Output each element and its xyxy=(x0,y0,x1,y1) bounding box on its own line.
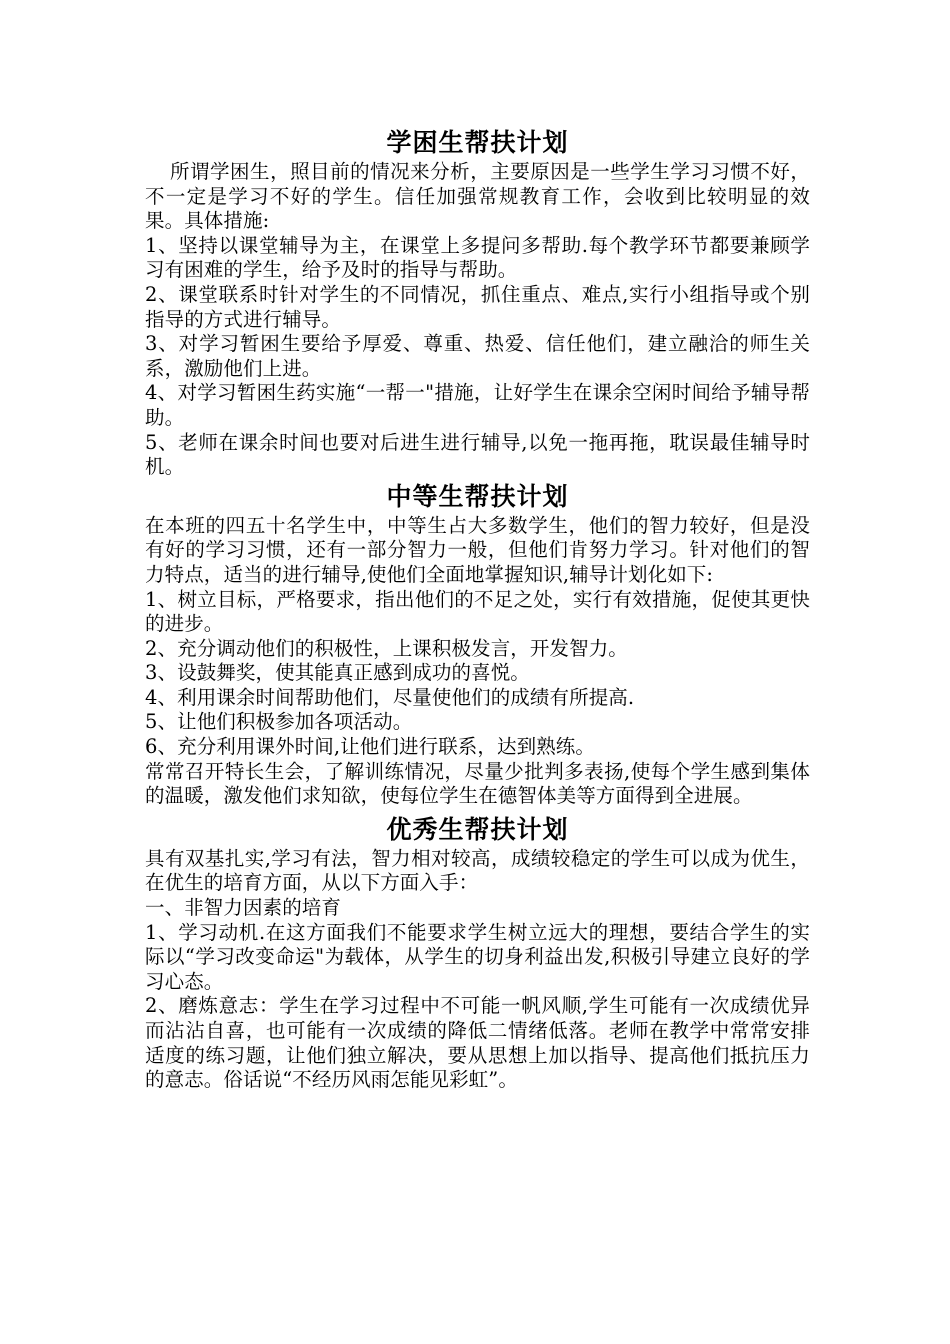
section-excellent-students xyxy=(145,813,810,1093)
section-title: 中等生帮扶计划 xyxy=(386,481,569,511)
list-item: 6、充分利用课外时间,让他们进行联系，达到熟练。 xyxy=(145,735,596,759)
section-intro: 所谓学困生，照目前的情况来分析，主要原因是一些学生学习习惯不好，不一定是学习不好的学生。信任加强常规教育工作，会收到比较明显的效果。具体措施: xyxy=(145,160,810,233)
section-struggling-students xyxy=(145,126,810,480)
list-item: 2、充分调动他们的积极性，上课积极发言，开发智力。 xyxy=(145,636,628,660)
list-item: 4、对学习暂困生药实施“一帮一"措施，让好学生在课余空闲时间给予辅导帮助。 xyxy=(145,381,810,429)
list-item: 2、课堂联系时针对学生的不同情况，抓住重点、难点,实行小组指导或个别指导的方式进行辅导。 xyxy=(145,282,810,331)
list-item: 1、树立目标，严格要求，指出他们的不足之处，实行有效措施，促使其更快的进步。 xyxy=(145,587,810,636)
section-title: 优秀生帮扶计划 xyxy=(386,814,569,844)
document-body xyxy=(145,126,810,1093)
list-item: 2、磨炼意志：学生在学习过程中不可能一帆风顺,学生可能有一次成绩优异而沾沾自喜，也可能有一次成绩的降低二情绪低落。老师在教学中常常安排适度的练习题，让他们独立解决，要从思想上加以指导、提高他们抵抗压力的意志。俗话说“不经历风雨怎能见彩虹”。 xyxy=(145,994,810,1092)
list-item: 4、利用课余时间帮助他们，尽量使他们的成绩有所提高. xyxy=(145,685,635,709)
list-item: 一、非智力因素的培育 xyxy=(145,896,342,920)
list-item: 3、对学习暂困生要给予厚爱、尊重、热爱、信任他们，建立融洽的师生关系，激励他们上进。 xyxy=(145,332,810,380)
section-intro: 具有双基扎实,学习有法，智力相对较高，成绩较稳定的学生可以成为优生，在优生的培育方面，从以下方面入手： xyxy=(145,846,810,895)
list-item: 5、让他们积极参加各项活动。 xyxy=(145,710,413,734)
list-item: 1、学习动机.在这方面我们不能要求学生树立远大的理想，要结合学生的实际以“学习改变命运"为载体，从学生的切身利益出发,积极引导建立良好的学习心态。 xyxy=(145,920,810,993)
list-item: 5、老师在课余时间也要对后进生进行辅导,以免一拖再拖，耽误最佳辅导时机。 xyxy=(145,430,810,479)
list-item: 1、坚持以课堂辅导为主，在课堂上多提问多帮助.每个教学环节都要兼顾学习有困难的学生，给予及时的指导与帮助。 xyxy=(145,233,810,282)
section-average-students xyxy=(145,480,810,809)
list-item: 常常召开特长生会，了解训练情况，尽量少批判多表扬,使每个学生感到集体的温暖，激发他们求知欲，使每位学生在德智体美等方面得到全进展。 xyxy=(145,759,810,808)
list-item: 3、设鼓舞奖，使其能真正感到成功的喜悦。 xyxy=(145,661,530,685)
section-intro: 在本班的四五十名学生中，中等生占大多数学生，他们的智力较好，但是没有好的学习习惯，还有一部分智力一般，但他们肯努力学习。针对他们的智力特点，适当的进行辅导,使他们全面地掌握知识,辅导计划化如下: xyxy=(145,513,810,586)
section-title: 学困生帮扶计划 xyxy=(386,128,569,157)
